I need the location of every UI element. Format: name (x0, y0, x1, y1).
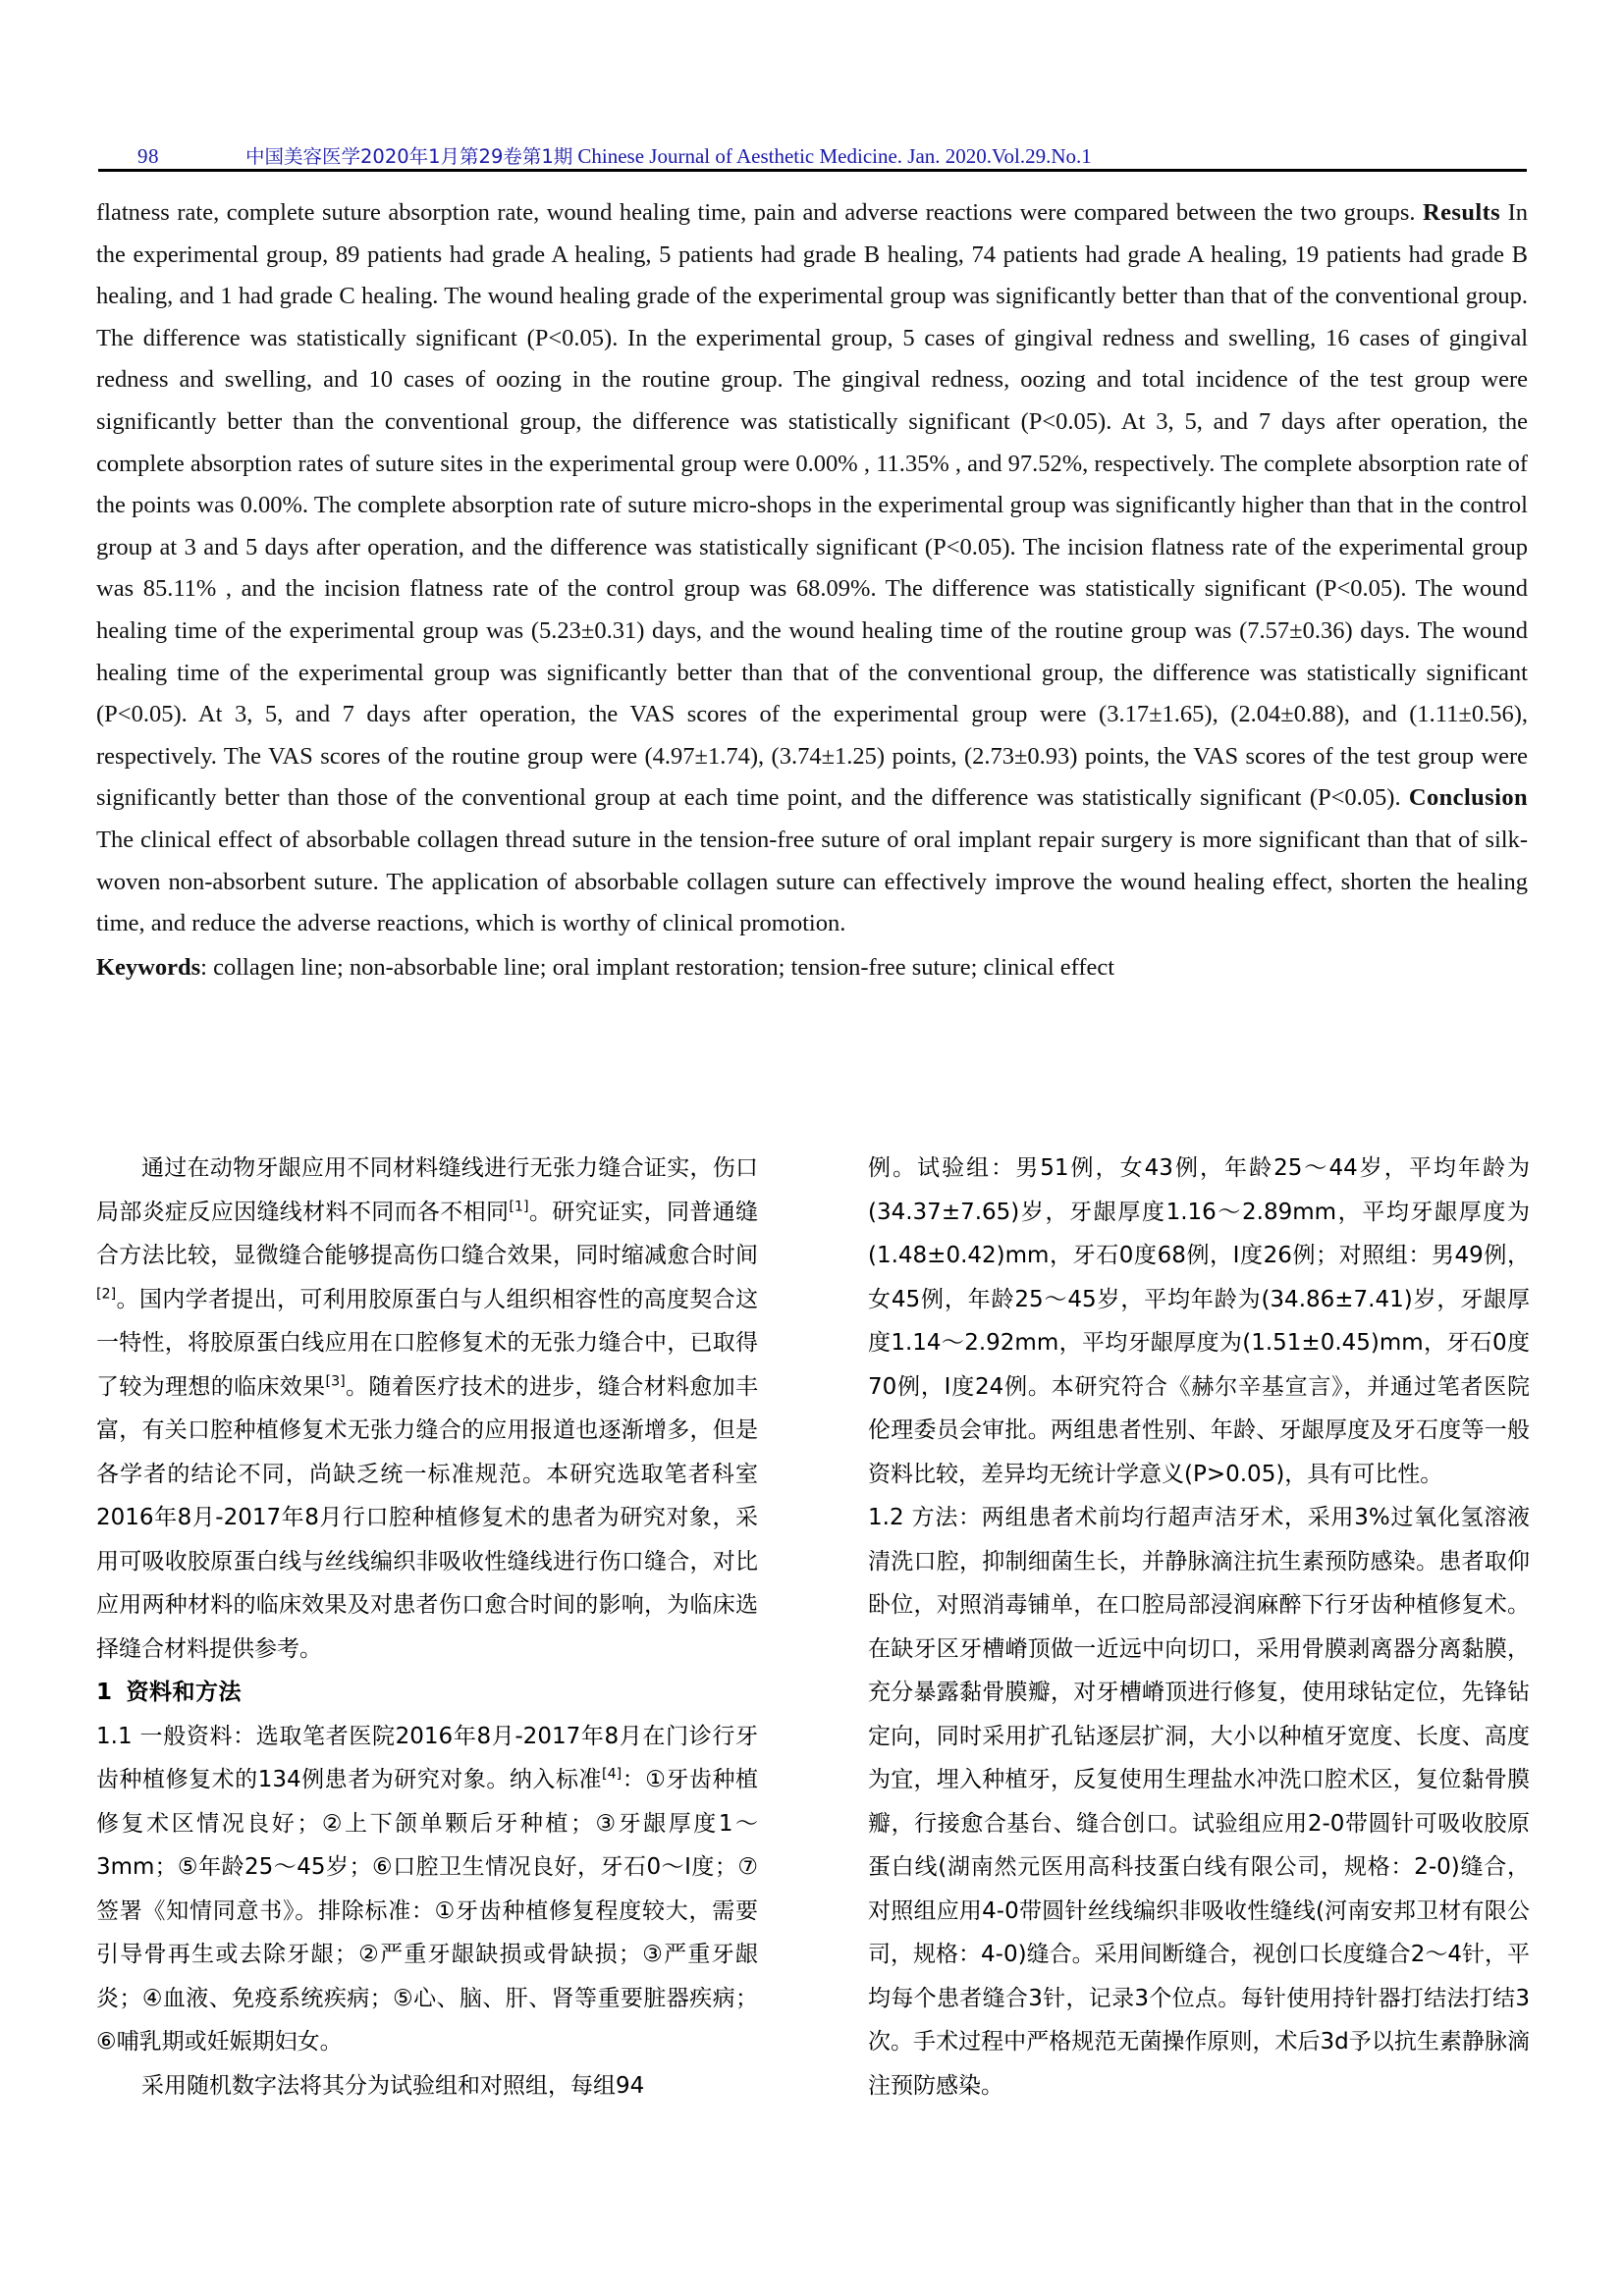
subsection-text: 方法：两组患者术前均行超声洁牙术，采用3%过氧化氢溶液清洗口腔，抑制细菌生长，并静脉滴注抗生素预防感染。患者取仰卧位，对照消毒铺单，在口腔局部浸润麻醉下行牙齿种植修复术。在缺牙区牙槽嵴顶做一近远中向切口，采用骨膜剥离器分离黏膜，充分暴露黏骨膜瓣，对牙槽嵴顶进行修复，使用球钻定位，先锋钻定向，同时采用扩孔钻逐层扩洞，大小以种植牙宽度、长度、高度为宜，埋入种植牙，反复使用生理盐水冲洗口腔术区，复位黏骨膜瓣，行接愈合基台、缝合创口。试验组应用2-0带圆针可吸收胶原蛋白线(湖南然元医用高科技蛋白线有限公司，规格：2-0)缝合，对照组应用4-0带圆针丝线编织非吸收性缝线(河南安邦卫材有限公司，规格：4-0)缝合。采用间断缝合，视创口长度缝合2～4针，平均每个患者缝合3针，记录3个位点。每针使用持针器打结法打结3次。手术过程中严格规范无菌操作原则，术后3d予以抗生素静脉滴注预防感染。 (868, 1505, 1530, 2099)
abstract-part-2: In the experimental group, 89 patients had grade A healing, 5 patients had grade B healing, 74 patients had grade A healing, 19 patients had grade B healing, and 1 had grade C healing. The wound healing grade of the experimental group was significantly better than that of the conventional group. The difference was statistically significant (P<0.05). In the experimental group, 5 cases of gingival redness and swelling, 16 cases of gingival redness and swelling, and 10 cases of oozing in the routine group. The gingival redness, oozing and total incidence of the test group were significantly better than the conventional group, the difference was statistically significant (P<0.05). At 3, 5, and 7 days after operation, the complete absorption rates of suture sites in the experimental group were 0.00% , 11.35% , and 97.52%, respectively. The complete absorption rate of the points was 0.00%. The complete absorption rate of suture micro-shops in the experimental group was significantly higher than that in the control group at 3 and 5 days after operation, and the difference was statistically significant (P<0.05). The incision flatness rate of the experimental group was 85.11% , and the incision flatness rate of the control group was 68.09%. The difference was statistically significant (P<0.05). The wound healing time of the experimental group was (5.23±0.31) days, and the wound healing time of the routine group was (7.57±0.36) days. The wound healing time of the experimental group was significantly better than that of the conventional group, the difference was statistically significant (P<0.05). At 3, 5, and 7 days after operation, the VAS scores of the experimental group were (3.17±1.65), (2.04±0.88), and (1.11±0.56), respectively. The VAS scores of the routine group were (4.97±1.74), (3.74±1.25) points, (2.73±0.93) points, the VAS scores of the test group were significantly better than those of the conventional group at each time point, and the difference was statistically significant (P<0.05). (96, 199, 1528, 812)
journal-title (245, 141, 1092, 169)
body-columns (96, 1147, 1530, 2236)
section-heading-1 (96, 1671, 758, 1715)
keywords-text: : collagen line; non-absorbable line; oral implant restoration; tension-free suture; clinical effect (200, 954, 1115, 981)
keywords-line (96, 947, 1528, 989)
results-label: Results (1423, 199, 1501, 226)
citation-ref: [1] (509, 1198, 529, 1214)
conclusion-label: Conclusion (1408, 784, 1528, 812)
keywords-label: Keywords (96, 954, 201, 981)
section-number: 1 (96, 1680, 113, 1705)
journal-title-en: Chinese Journal of Aesthetic Medicine. Jan. 2020.Vol.29.No.1 (577, 144, 1092, 168)
paragraph-demographics: 例。试验组：男51例，女43例，年龄25～44岁，平均年龄为(34.37±7.65)岁，牙龈厚度1.16～2.89mm，平均牙龈厚度为(1.48±0.42)mm，牙石0度68例，I度26例；对照组：男49例，女45例，年龄25～45岁，平均年龄为(34.86±7.41)岁，牙龈厚度1.14～2.92mm，平均牙龈厚度为(1.51±0.45)mm，牙石0度70例，I度24例。本研究符合《赫尔辛基宣言》，并通过笔者医院伦理委员会审批。两组患者性别、年龄、牙龈厚度及牙石度等一般资料比较，差异均无统计学意义(P>0.05)，具有可比性。 (868, 1155, 1530, 1487)
subsection-number: 1.1 (96, 1723, 133, 1749)
paragraph-grouping: 采用随机数字法将其分为试验组和对照组，每组94 (141, 2072, 645, 2099)
column-right (868, 1147, 1530, 2108)
running-head (137, 135, 1492, 169)
column-left (96, 1147, 758, 2108)
page-number: 98 (137, 144, 159, 168)
citation-ref: [3] (325, 1372, 346, 1389)
subsection-text: 一般资料：选取笔者医院2016年8月-2017年8月在门诊行牙齿种植修复术的134例患者为研究对象。纳入标准[4]：①牙齿种植修复术区情况良好；②上下颌单颗后牙种植；③牙龈厚度1～3mm；⑤年龄25～45岁；⑥口腔卫生情况良好，牙石0～I度；⑦签署《知情同意书》。排除标准：①牙齿种植修复程度较大，需要引导骨再生或去除牙龈；②严重牙龈缺损或骨缺损；③严重牙龈炎；④血液、免疫系统疾病；⑤心、脑、肝、肾等重要脏器疾病；⑥哺乳期或妊娠期妇女。 (96, 1723, 759, 2055)
citation-ref: [2] (96, 1285, 117, 1302)
abstract-text (96, 192, 1528, 945)
section-title: 资料和方法 (126, 1680, 243, 1705)
subsection-1-2 (868, 1496, 1530, 2108)
subsection-number: 1.2 (868, 1505, 904, 1530)
header-rule (98, 169, 1527, 172)
citation-ref: [4] (602, 1766, 623, 1783)
abstract-part-1: flatness rate, complete suture absorption rate, wound healing time, pain and adverse reactions were compared between the two groups. (96, 199, 1424, 226)
journal-title-cn: 中国美容医学2020年1月第29卷第1期 (245, 145, 573, 168)
subsection-1-1 (96, 1715, 758, 2064)
abstract-part-3: The clinical effect of absorbable collagen thread suture in the tension-free suture of oral implant repair surgery is more significant than that of silk-woven non-absorbent suture. The application of absorbable collagen suture can effectively improve the wound healing effect, shorten the healing time, and reduce the adverse reactions, which is worthy of clinical promotion. (96, 826, 1528, 937)
paragraph-intro: 通过在动物牙龈应用不同材料缝线进行无张力缝合证实，伤口局部炎症反应因缝线材料不同而各不相同[1]。研究证实，同普通缝合方法比较，显微缝合能够提高伤口缝合效果，同时缩减愈合时间[2]。国内学者提出，可利用胶原蛋白与人组织相容性的高度契合这一特性，将胶原蛋白线应用在口腔修复术的无张力缝合中，已取得了较为理想的临床效果[3]。随着医疗技术的进步，缝合材料愈加丰富，有关口腔种植修复术无张力缝合的应用报道也逐渐增多，但是各学者的结论不同，尚缺乏统一标准规范。本研究选取笔者科室2016年8月-2017年8月行口腔种植修复术的患者为研究对象，采用可吸收胶原蛋白线与丝线编织非吸收性缝线进行伤口缝合，对比应用两种材料的临床效果及对患者伤口愈合时间的影响，为临床选择缝合材料提供参考。 (96, 1155, 759, 1662)
